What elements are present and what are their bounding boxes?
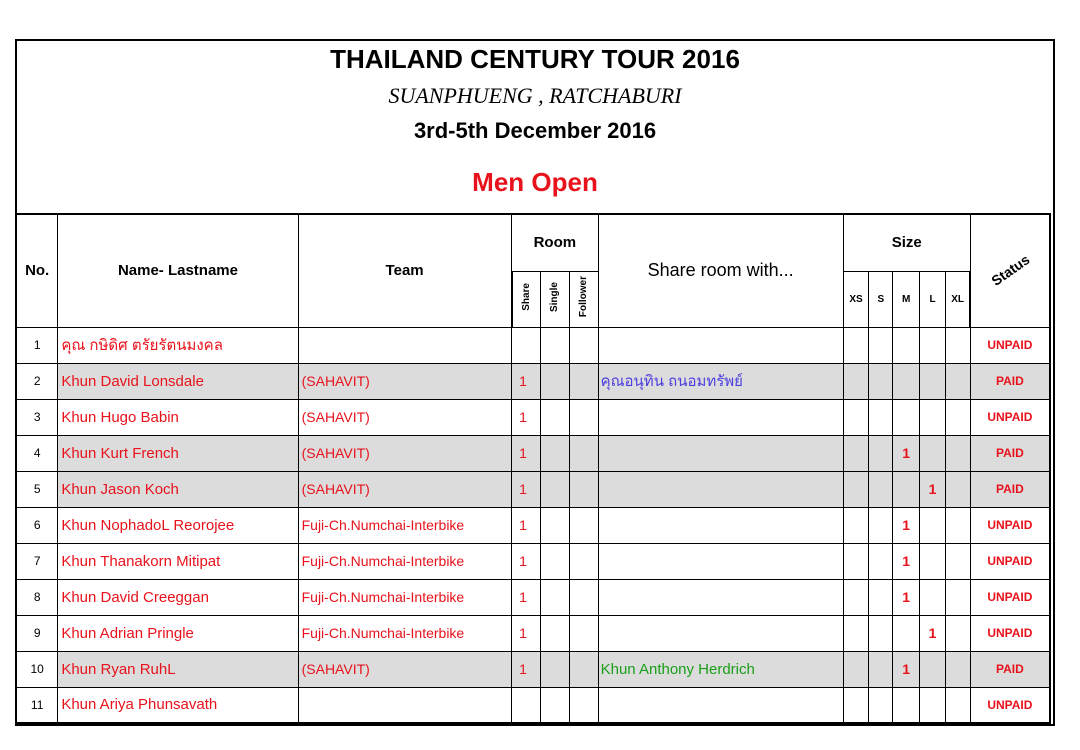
size-l-header: L bbox=[920, 271, 946, 327]
table-row: 9 Khun Adrian Pringle Fuji-Ch.Numchai-Interbike 1 1 UNPAID bbox=[16, 615, 1050, 651]
share-with-name: คุณอนุทิน ถนอมทรัพย์ bbox=[598, 363, 843, 399]
rider-name: Khun David Lonsdale bbox=[58, 363, 298, 399]
status-header-label: Status bbox=[988, 251, 1033, 290]
share-with-name: Khun Anthony Herdrich bbox=[598, 651, 843, 687]
size-mark: 1 bbox=[920, 471, 946, 507]
rider-name: Khun Ryan RuhL bbox=[58, 651, 298, 687]
status-badge: PAID bbox=[970, 363, 1050, 399]
table-row: 3 Khun Hugo Babin (SAHAVIT) 1 UNPAID bbox=[16, 399, 1050, 435]
room-single-header: Single bbox=[540, 271, 569, 327]
col-share-with-header: Share room with... bbox=[598, 214, 843, 327]
room-follower-header: Follower bbox=[569, 271, 598, 327]
rider-name: Khun Hugo Babin bbox=[58, 399, 298, 435]
status-badge: UNPAID bbox=[970, 543, 1050, 579]
category-title: Men Open bbox=[472, 167, 598, 197]
table-row: 11 Khun Ariya Phunsavath UNPAID bbox=[16, 687, 1050, 723]
event-dates: 3rd-5th December 2016 bbox=[413, 118, 657, 143]
event-title: THAILAND CENTURY TOUR 2016 bbox=[330, 44, 740, 74]
rider-name: Khun NophadoL Reorojee bbox=[58, 507, 298, 543]
rider-team: (SAHAVIT) bbox=[298, 399, 511, 435]
rider-team: Fuji-Ch.Numchai-Interbike bbox=[298, 615, 511, 651]
table-row: 2 Khun David Lonsdale (SAHAVIT) 1 คุณอนุทิน ถนอมทรัพย์ PAID bbox=[16, 363, 1050, 399]
status-badge: UNPAID bbox=[970, 399, 1050, 435]
table-row: 6 Khun NophadoL Reorojee Fuji-Ch.Numchai-Interbike 1 1 UNPAID bbox=[16, 507, 1050, 543]
status-badge: UNPAID bbox=[970, 507, 1050, 543]
table-row: 4 Khun Kurt French (SAHAVIT) 1 1 PAID bbox=[16, 435, 1050, 471]
size-mark: 1 bbox=[893, 507, 920, 543]
size-mark: 1 bbox=[893, 579, 920, 615]
rider-name: คุณ กษิดิศ ตรัยรัตนมงคล bbox=[58, 327, 298, 363]
table-row: 1 คุณ กษิดิศ ตรัยรัตนมงคล UNPAID bbox=[16, 327, 1050, 363]
size-xs-header: XS bbox=[843, 271, 869, 327]
status-badge: PAID bbox=[970, 651, 1050, 687]
status-badge: UNPAID bbox=[970, 327, 1050, 363]
size-xl-header: XL bbox=[945, 271, 970, 327]
col-name-header: Name- Lastname bbox=[58, 214, 298, 327]
size-mark: 1 bbox=[893, 651, 920, 687]
size-mark: 1 bbox=[893, 435, 920, 471]
status-badge: UNPAID bbox=[970, 615, 1050, 651]
room-share-header: Share bbox=[512, 271, 541, 327]
header-row-1 bbox=[16, 214, 1050, 271]
status-badge: UNPAID bbox=[970, 579, 1050, 615]
status-badge: UNPAID bbox=[970, 687, 1050, 723]
col-team-header: Team bbox=[298, 214, 511, 327]
rider-team bbox=[298, 327, 511, 363]
rider-name: Khun Thanakorn Mitipat bbox=[58, 543, 298, 579]
registration-sheet bbox=[15, 39, 1055, 726]
rider-team: Fuji-Ch.Numchai-Interbike bbox=[298, 543, 511, 579]
rider-name: Khun David Creeggan bbox=[58, 579, 298, 615]
rider-name: Khun Adrian Pringle bbox=[58, 615, 298, 651]
status-badge: PAID bbox=[970, 471, 1050, 507]
rider-team: Fuji-Ch.Numchai-Interbike bbox=[298, 507, 511, 543]
col-status-header bbox=[970, 214, 1050, 327]
rider-team: (SAHAVIT) bbox=[298, 471, 511, 507]
size-mark: 1 bbox=[893, 543, 920, 579]
col-room-header: Room bbox=[512, 214, 599, 271]
table-row: 5 Khun Jason Koch (SAHAVIT) 1 1 PAID bbox=[16, 471, 1050, 507]
rider-team bbox=[298, 687, 511, 723]
col-size-header: Size bbox=[843, 214, 970, 271]
table-row: 7 Khun Thanakorn Mitipat Fuji-Ch.Numchai-Interbike 1 1 UNPAID bbox=[16, 543, 1050, 579]
rider-team: (SAHAVIT) bbox=[298, 435, 511, 471]
rider-team: Fuji-Ch.Numchai-Interbike bbox=[298, 579, 511, 615]
rider-name: Khun Ariya Phunsavath bbox=[58, 687, 298, 723]
rider-team: (SAHAVIT) bbox=[298, 363, 511, 399]
size-mark: 1 bbox=[920, 615, 946, 651]
registration-table bbox=[15, 213, 1051, 724]
table-row: 8 Khun David Creeggan Fuji-Ch.Numchai-Interbike 1 1 UNPAID bbox=[16, 579, 1050, 615]
col-no-header: No. bbox=[16, 214, 58, 327]
table-row: 10 Khun Ryan RuhL (SAHAVIT) 1 Khun Anthony Herdrich 1 PAID bbox=[16, 651, 1050, 687]
size-m-header: M bbox=[893, 271, 920, 327]
status-badge: PAID bbox=[970, 435, 1050, 471]
rider-name: Khun Kurt French bbox=[58, 435, 298, 471]
event-location: SUANPHUENG , RATCHABURI bbox=[388, 83, 682, 108]
rider-name: Khun Jason Koch bbox=[58, 471, 298, 507]
size-s-header: S bbox=[869, 271, 893, 327]
rider-team: (SAHAVIT) bbox=[298, 651, 511, 687]
